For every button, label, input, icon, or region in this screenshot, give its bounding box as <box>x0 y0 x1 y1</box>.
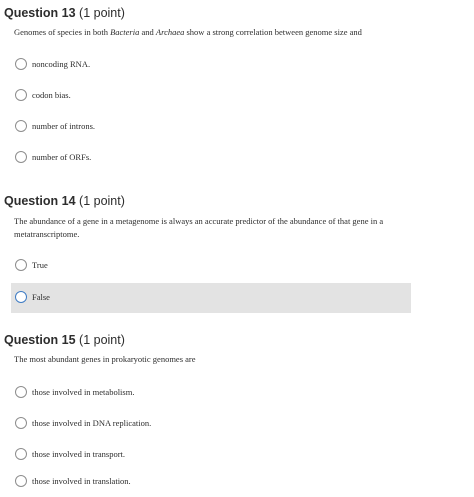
prompt-italic-archaea: Archaea <box>155 27 185 37</box>
question-15-title: Question 15 <box>4 333 76 347</box>
option-noncoding-rna[interactable] <box>11 50 411 80</box>
option-label: those involved in DNA replication. <box>32 418 152 428</box>
option-label: codon bias. <box>32 90 71 100</box>
radio-button[interactable] <box>15 386 27 398</box>
question-13-prompt <box>14 26 424 39</box>
option-label: False <box>32 292 50 302</box>
option-true[interactable] <box>11 251 411 281</box>
question-15-prompt: The most abundant genes in prokaryotic genomes are <box>14 354 196 364</box>
question-15-points: (1 point) <box>79 333 125 347</box>
question-14-title: Question 14 <box>4 194 76 208</box>
radio-button[interactable] <box>15 58 27 70</box>
option-metabolism[interactable] <box>11 378 411 408</box>
option-label: those involved in metabolism. <box>32 387 135 397</box>
option-label: noncoding RNA. <box>32 59 91 69</box>
question-13-header <box>4 5 125 21</box>
radio-button-selected[interactable] <box>15 291 27 303</box>
prompt-text: Genomes of species in both <box>14 27 111 37</box>
radio-button[interactable] <box>15 475 27 487</box>
option-false[interactable] <box>11 283 411 313</box>
option-codon-bias[interactable] <box>11 81 411 111</box>
question-14-prompt: The abundance of a gene in a metagenome is always an accurate predictor of the abundance of that gene in a metatranscriptome. <box>14 216 384 239</box>
option-number-of-orfs[interactable] <box>11 143 411 173</box>
option-label: number of ORFs. <box>32 152 92 162</box>
radio-button[interactable] <box>15 120 27 132</box>
radio-button[interactable] <box>15 151 27 163</box>
question-14-points: (1 point) <box>79 194 125 208</box>
option-label: True <box>32 260 48 270</box>
radio-button[interactable] <box>15 259 27 271</box>
question-13-points: (1 point) <box>79 6 125 20</box>
option-label: number of introns. <box>32 121 96 131</box>
option-label: those involved in translation. <box>32 476 131 486</box>
option-transport[interactable] <box>11 440 411 470</box>
prompt-text: and <box>139 27 156 37</box>
prompt-italic-bacteria: Bacteria <box>110 27 140 37</box>
question-14-header <box>4 193 125 209</box>
option-translation[interactable] <box>11 467 411 497</box>
option-number-of-introns[interactable] <box>11 112 411 142</box>
radio-button[interactable] <box>15 417 27 429</box>
radio-button[interactable] <box>15 89 27 101</box>
prompt-text: show a strong correlation between genome size and <box>184 27 362 37</box>
option-dna-replication[interactable] <box>11 409 411 439</box>
question-13-title: Question 13 <box>4 6 76 20</box>
question-15-header <box>4 332 125 348</box>
radio-button[interactable] <box>15 448 27 460</box>
option-label: those involved in transport. <box>32 449 126 459</box>
